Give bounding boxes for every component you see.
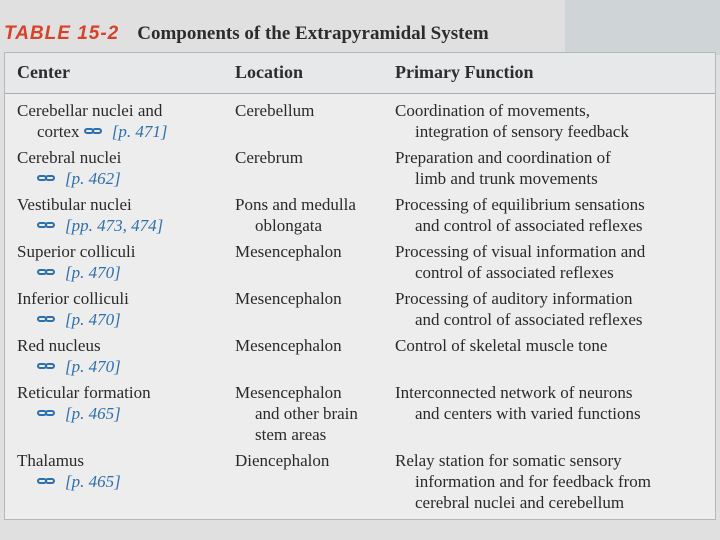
location-line: Cerebellum bbox=[235, 101, 315, 120]
page-reference: [p. 471] bbox=[111, 122, 168, 141]
location-line: Pons and medulla bbox=[235, 195, 356, 214]
function-line: cerebral nuclei and cerebellum bbox=[415, 493, 625, 512]
page-reference: [p. 470] bbox=[65, 357, 121, 376]
center-reference bbox=[17, 215, 163, 236]
table-row-location bbox=[235, 382, 358, 445]
table-row-function bbox=[395, 335, 607, 356]
function-line: and centers with varied functions bbox=[415, 404, 641, 423]
table-row-function bbox=[395, 450, 651, 513]
table-row-location bbox=[235, 194, 356, 236]
location-line: Mesencephalon bbox=[235, 242, 342, 261]
page-reference: [p. 465] bbox=[65, 472, 121, 491]
table-row-location bbox=[235, 288, 342, 309]
function-line: integration of sensory feedback bbox=[415, 122, 629, 141]
center-reference bbox=[17, 168, 121, 189]
table-row-function bbox=[395, 288, 643, 330]
center-name: Cerebellar nuclei and bbox=[17, 101, 163, 120]
center-reference bbox=[17, 262, 136, 283]
cross-reference-icon bbox=[37, 174, 59, 184]
table-number: TABLE 15-2 bbox=[4, 23, 120, 44]
table-row-function bbox=[395, 382, 641, 424]
center-name-continued bbox=[17, 121, 167, 142]
table-row-function bbox=[395, 194, 645, 236]
center-name-cont-text: cortex bbox=[37, 122, 80, 141]
center-reference bbox=[17, 403, 151, 424]
page-reference: [p. 470] bbox=[65, 310, 121, 329]
function-line: Coordination of movements, bbox=[395, 101, 591, 120]
table-row-center bbox=[17, 288, 129, 330]
cross-reference-icon bbox=[37, 315, 59, 325]
table-row-center bbox=[17, 450, 121, 492]
table-row-center bbox=[17, 194, 163, 236]
function-line: control of associated reflexes bbox=[415, 263, 614, 282]
location-line: Mesencephalon bbox=[235, 289, 342, 308]
function-line: and control of associated reflexes bbox=[415, 216, 643, 235]
table-caption bbox=[4, 18, 574, 50]
table-row-location bbox=[235, 450, 329, 471]
cross-reference-icon bbox=[37, 477, 59, 487]
location-line: Diencephalon bbox=[235, 451, 330, 470]
function-line: Processing of auditory information bbox=[395, 289, 633, 308]
table-row-center bbox=[17, 147, 121, 189]
column-header-center: Center bbox=[17, 62, 70, 82]
table-header bbox=[5, 53, 715, 94]
center-name: Red nucleus bbox=[17, 336, 101, 355]
cross-reference-icon bbox=[37, 221, 59, 231]
center-name: Vestibular nuclei bbox=[17, 195, 132, 214]
center-name: Thalamus bbox=[17, 451, 85, 470]
location-line: and other brain bbox=[255, 404, 358, 423]
table-row-location bbox=[235, 335, 342, 356]
center-reference bbox=[17, 471, 121, 492]
column-header-function: Primary Function bbox=[395, 62, 534, 82]
background-page-bleed bbox=[565, 0, 720, 55]
center-name: Inferior colliculi bbox=[17, 289, 129, 308]
function-line: Processing of visual information and bbox=[395, 242, 646, 261]
cross-reference-icon bbox=[37, 409, 59, 419]
table-row-function bbox=[395, 100, 629, 142]
table-row-location bbox=[235, 100, 314, 121]
function-line: and control of associated reflexes bbox=[415, 310, 643, 329]
location-line: oblongata bbox=[255, 216, 323, 235]
table-row-center bbox=[17, 241, 136, 283]
table-row-center bbox=[17, 335, 121, 377]
function-line: Interconnected network of neurons bbox=[395, 383, 633, 402]
column-header-location: Location bbox=[235, 62, 304, 82]
center-reference bbox=[17, 356, 121, 377]
location-line: Cerebrum bbox=[235, 148, 303, 167]
function-line: Preparation and coordination of bbox=[395, 148, 611, 167]
page-reference: [p. 470] bbox=[65, 263, 121, 282]
function-line: limb and trunk movements bbox=[415, 169, 598, 188]
location-line: stem areas bbox=[255, 425, 327, 444]
center-reference bbox=[17, 309, 129, 330]
table-row-center bbox=[17, 382, 151, 424]
center-name: Reticular formation bbox=[17, 383, 151, 402]
table-row-function bbox=[395, 147, 611, 189]
extrapyramidal-table bbox=[4, 52, 716, 520]
cross-reference-icon bbox=[37, 268, 59, 278]
table-row-location bbox=[235, 241, 342, 262]
cross-reference-icon bbox=[37, 362, 59, 372]
location-line: Mesencephalon bbox=[235, 383, 342, 402]
function-line: Control of skeletal muscle tone bbox=[395, 336, 608, 355]
location-line: Mesencephalon bbox=[235, 336, 342, 355]
cross-reference-icon bbox=[84, 127, 106, 137]
function-line: Relay station for somatic sensory bbox=[395, 451, 622, 470]
function-line: information and for feedback from bbox=[415, 472, 652, 491]
center-name: Cerebral nuclei bbox=[17, 148, 122, 167]
page-reference: [p. 465] bbox=[65, 404, 121, 423]
table-title: Components of the Extrapyramidal System bbox=[137, 23, 489, 44]
page-reference: [p. 462] bbox=[65, 169, 121, 188]
center-name: Superior colliculi bbox=[17, 242, 136, 261]
page-reference: [pp. 473, 474] bbox=[65, 216, 164, 235]
function-line: Processing of equilibrium sensations bbox=[395, 195, 645, 214]
table-row-location bbox=[235, 147, 303, 168]
table-row-function bbox=[395, 241, 645, 283]
table-row-center bbox=[17, 100, 167, 142]
